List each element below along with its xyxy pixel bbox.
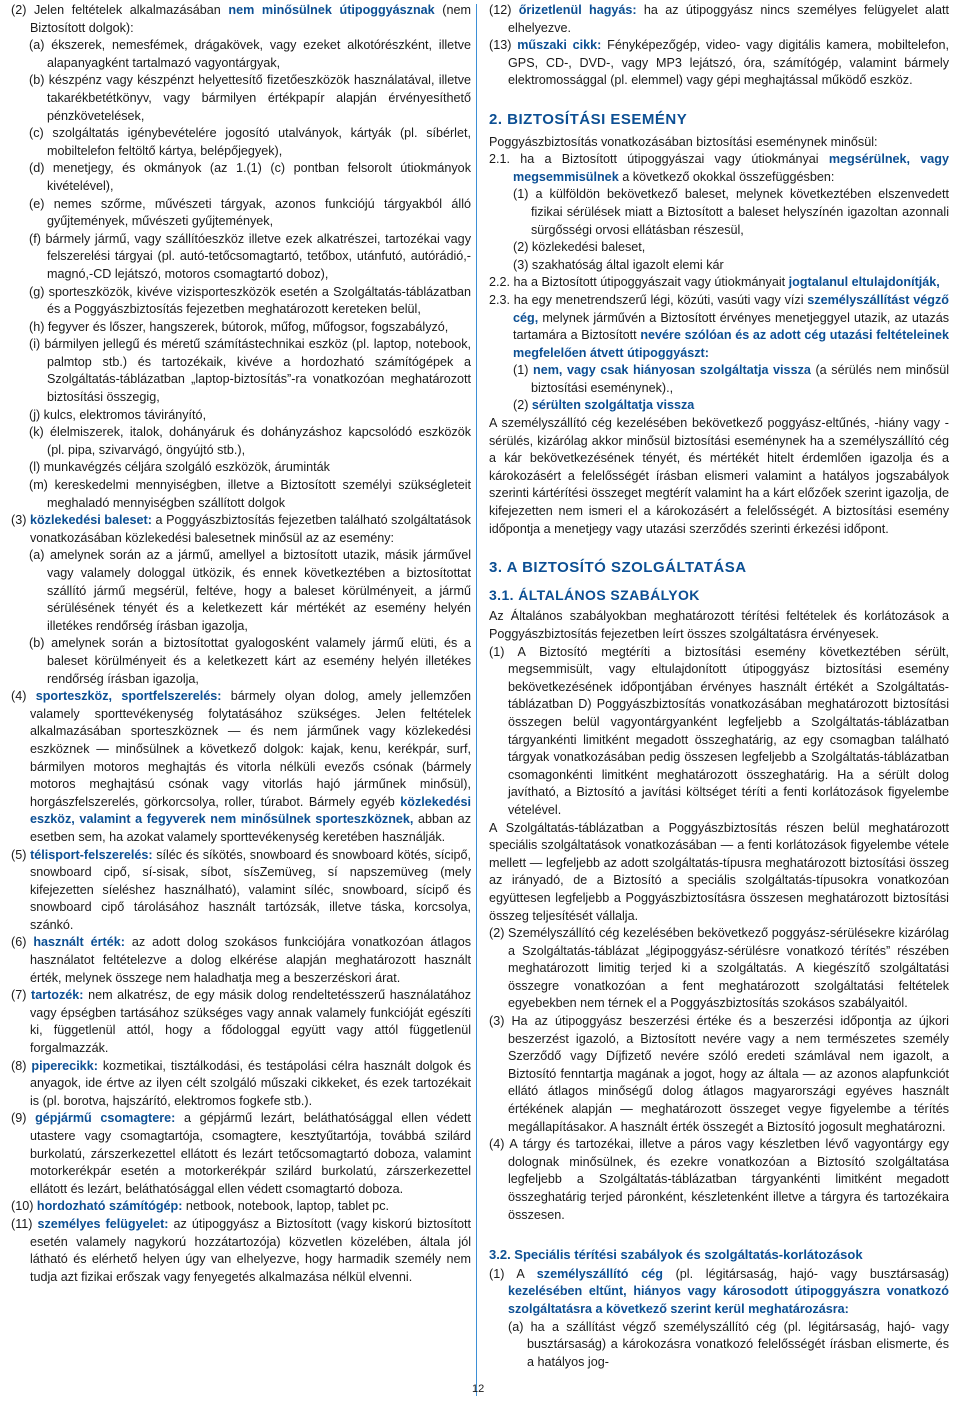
list-item: (1) A Biztosító megtéríti a biztosítási esemény következtében sérült, megsemmisült, vagy eltulajdonított útipoggyász biztosítási esemény bekövetkezésének időpontjában érvényes használt értékét a Szolgáltatás-táblázatban D) Poggyászbiztosítás vonatkozásában meghatározott biztosítási összegen belül vagyontárgyanként legfeljebb a Szolgáltatás-táblázatban tárgyankénti limitként megadott összeghatárig, az egy csomagban található tárgyak vonatkozásában pedig összesen legfeljebb a Szolgáltatás-táblázatban csomagonkénti limitként meghatározott összeghatárig. Ha a sérült dolog javítható, a Biztosító a javítási költséget téríti a fenti korlátozások figyelembe vételével. (489, 644, 949, 817)
left-column (11, 2, 471, 1286)
clause-2-2: 2.2. ha a Biztosított útipoggyászait vagy útiokmányait jogtalanul eltulajdonítják, (489, 275, 940, 290)
clause-2-1: 2.1. ha a Biztosított útipoggyászai vagy útiokmányai megsérülnek, vagy megsemmisülnek a következő okokkal összefüggésben: (489, 152, 949, 184)
list-item: (k) élelmiszerek, italok, dohányáruk és dohányzáshoz kapcsolódó eszközök (pl. pipa, szivarvágó, öngyújtó stb.), (29, 425, 471, 457)
list-item: (a) ékszerek, nemesfémek, drágakövek, vagy ezeket alkotórészként, illetve alapanyagként tartalmazó vagyontárgyak, (29, 38, 471, 70)
clause-2-3: 2.3. ha egy menetrendszerű légi, közúti, vasúti vagy vízi személyszállítást végző cég, melynek járművén a Biztosított érvényes menetjeggyel utazik, az utazás tartamára a Biztosított nevére szólóan és az adott cég utazási feltételeinek megfelelően átvett útipoggyászt: (489, 292, 949, 360)
column-divider (476, 4, 477, 1396)
definition-5: (5) télisport-felszerelés: síléc és síkötés, snowboard és snowboard kötés, sícipő, snowboard cipő, sí-sisak, síbot, sísZemüveg, sí napszemüveg (mely kifejezetten síeléshez használható), valamint síléc, snowboard, sícipő és snowboard cipő tárolásához használt tartózsák, illetve táska, korcsolya, szánkó. (11, 847, 471, 932)
list-item: (l) munkavégzés céljára szolgáló eszközök, áruminták (29, 460, 330, 475)
list-item: (g) sporteszközök, kivéve vizisporteszközök esetén a Szolgáltatás-táblázatban és a Poggyászbiztosítás fejezetben meghatározott kereteken belül, (29, 284, 471, 317)
list-item: (e) nemes szőrme, művészeti tárgyak, azonos funkciójú tárgyakból álló gyűjtemények, művészeti gyűjtemények, (29, 196, 471, 229)
list-item: (3) szakhatóság által igazolt elemi kár (513, 257, 724, 272)
definition-8: (8) piperecikk: kozmetikai, tisztálkodási, és testápolási célra használt dolgok és anyagok, ide értve az ilyen célt szolgáló műszaki cikkeket, és ezek tartozékait is (pl. borotva, hajszárító, elektromos fogkefe stb.). (11, 1058, 472, 1108)
list-item: (f) bármely jármű, vagy szállítóeszköz illetve ezek alkatrészei, tartozékai vagy felszerelési tárgyai (pl. autó-tetőcsomagtartó, tetőbox, utánfutó, autórádió,-magnó,-CD lejátszó, motoros csomagtartó doboz), (29, 231, 471, 281)
list-item: (1) a külföldön bekövetkező baleset, melynek következtében elszenvedett fizikai sérülések miatt a Biztosított a baleset helyszínén igazoltan azonnali sürgősségi orvosi ellátásban részesül, (513, 187, 949, 237)
definition-7: (7) tartozék: nem alkatrész, de egy másik dolog rendeltetésszerű használatához vagy épségben tartásához szükséges vagy annak valamely funkcióját egészíti ki, függetlenül attól, hogy a fődologgal együtt vagy attól függetlenül forgalmazzák. (11, 988, 471, 1056)
list-item: (c) szolgáltatás igénybevételére jogosító utalványok, kártyák (pl. síbérlet, mobiltelefon feltöltő kártya, belépőjegyek), (29, 126, 471, 158)
right-column (489, 2, 949, 1371)
definition-2: (2) Jelen feltételek alkalmazásában nem minősülnek útipoggyásznak (nem Biztosított dolgok): (11, 3, 471, 35)
paragraph: Az Általános szabályokban meghatározott térítési feltételek és korlátozások a Poggyászbiztosítás fejezetben leírt összes szolgáltatásra érvényesek. (489, 609, 949, 641)
list-item: (2) Személyszállító cég kezelésében bekövetkező poggyász-sérülésekre kizárólag a Szolgáltatás-táblázat „légipoggyász-sérülésre vonatkozó térítés” részében meghatározott limitig terjed ki a szolgáltatás. A kiegészítő szolgáltatási összegre vonatkozóan a fent meghatározott szolgáltatási feltételek egyebekben nem térnek el a Poggyászbiztosítás szokásos szabályaitól. (489, 926, 949, 1011)
definition-3: (3) közlekedési baleset: a Poggyászbiztosítás fejezetben található szolgáltatások vonatkozásában közlekedési balesetnek minősül az az esemény: (11, 513, 471, 545)
list-item: (3) Ha az útipoggyász beszerzési értéke és a beszerzési időpontja az újkori beszerzést igazoló, a Biztosított nevére vagy a nem természetes személy Szerződő vagy Díjfizető nevére szóló eredeti számlával nem igazolt, a Biztosító fenntartja magának a jogot, hogy az általa — az azonos alapfunkciót ellátó átlagos minőségű dolog átlagos magyarországi egyéves használt értékének alapján — meghatározott összeget vegye figyelembe a térítés megállapításakor. A használt érték összegét a Biztosító jogosult meghatározni. (489, 1014, 949, 1134)
definition-13: (13) műszaki cikk: Fényképezőgép, video- vagy digitális kamera, mobiltelefon, GPS, CD-, DVD-, vagy MP3 lejátszó, óra, számítógép, valamint bármely elektromossággal (pl. elemmel) vagy gépi meghajtással működő eszköz. (489, 38, 949, 88)
definition-6: (6) használt érték: az adott dolog szokásos funkciójára vonatkozóan átlagos használatot feltételezve a dolog elkérése alapján meghatározott használt érték, melynek összege nem haladhatja meg a beszerzéskori árat. (11, 935, 472, 985)
list-item: (a) ha a szállítást végző személyszállító cég (pl. légitársaság, hajó- vagy busztársaság) a károkozásra vonatkozó felelősségét írásban elismerte, és a hatályos jog- (508, 1319, 949, 1369)
list-item: (i) bármilyen jellegű és méretű számítástechnikai eszköz (pl. laptop, notebook, palmtop stb.) és tartozékaik, kivéve a hordozható számítógépek a Szolgáltatás-táblázatban „laptop-biztosítás”-ra vonatkozóan meghatározott biztosítási összegig, (29, 337, 471, 405)
section-intro: Poggyászbiztosítás vonatkozásában biztosítási eseménynek minősül: (489, 134, 878, 149)
list-item: (d) menetjegy, és okmányok (az 1.(1) (c) pontban felsorolt útiokmányok kivételével), (29, 161, 471, 193)
definition-10: (10) hordozható számítógép: netbook, notebook, laptop, tablet pc. (11, 1199, 389, 1214)
list-item: (m) kereskedelmi mennyiségben, illetve a Biztosított személyi szükségleteit meghaladó mennyiségben szállított dolgok (29, 478, 471, 510)
definition-11: (11) személyes felügyelet: az útipoggyász a Biztosított (vagy kiskorú biztosított esetén valamely nagykorú hozzátartozója) közvetlen közelében, általa jól látható és elérhető helyen úgy van elhelyezve, hogy harmadik személy nem tudja azt fizikai erőszak vagy fenyegetés alkalmazása nélkül elvenni. (11, 1216, 471, 1284)
page-number: 12 (472, 1383, 485, 1395)
list-item: (1) nem, vagy csak hiányosan szolgáltatja vissza (a sérülés nem minősül biztosítási eseménynek)., (513, 363, 950, 395)
definition-12: (12) őrizetlenül hagyás: ha az útipoggyász nincs személyes felügyelet alatt elhelyezve. (489, 3, 949, 35)
list-item: (a) amelynek során az a jármű, amellyel a biztosított utazik, másik járművel vagy valamely dologgal ütközik, és ennek következtében a biztosítottat szállító jármű megsérül, feltéve, hogy a baleset körülményeit, a jármű sérülésének tényét és a keletkezett kár mértékét az esemény helyén illetékes rendőrség írásban igazolja, (29, 548, 471, 633)
list-item: (4) A tárgy és tartozékai, illetve a páros vagy készletben lévő vagyontárgy egy dolognak minősülnek, és ezekre vonatkozóan a Biztosító szolgáltatása legfeljebb a Szolgáltatás-táblázatban tárgyankénti limitként megadott összeghatárig terjed páronként, készletenként illetve a tárgyra és tartozékaira összesen. (489, 1137, 949, 1222)
section-heading-3: 3. A BIZTOSÍTÓ SZOLGÁLTATÁSA (489, 559, 747, 577)
list-item: (1) A személyszállító cég (pl. légitársaság, hajó- vagy busztársaság) kezelésében eltűnt, hiányos vagy károsodott útipoggyászra vonatkozó szolgáltatásra a következő szerint kerül meghatározásra: (489, 1266, 949, 1316)
section-heading-2: 2. BIZTOSÍTÁSI ESEMÉNY (489, 110, 688, 128)
subsection-heading-3-2: 3.2. Speciális térítési szabályok és szolgáltatás-korlátozások (489, 1247, 863, 1263)
term-not-luggage: nem minősülnek útipoggyásznak (228, 3, 435, 17)
subsection-heading-3-1: 3.1. ÁLTALÁNOS SZABÁLYOK (489, 586, 700, 603)
paragraph: A Szolgáltatás-táblázatban a Poggyászbiztosítás részen belül meghatározott speciális szolgáltatások vonatkozásában — a fenti korlátozások figyelembe vétele mellett — legfeljebb az adott szolgáltatás-típusra meghatározott biztosítási összeg az irányadó, de a Biztosító a speciális szolgáltatás-típusokra vonatkozóan együttesen legfeljebb a Poggyászbiztosításra összesen meghatározott biztosítási összeg teljesítését vállalja. (489, 820, 949, 923)
paragraph: A személyszállító cég kezelésében bekövetkező poggyász-eltűnés, -hiány vagy -sérülés, kizárólag akkor minősül biztosítási eseménynek ha a személyszállító cég a kár bekövetkezésének tényét, és mértékét hitelt érdemlően igazolja és a károkozásért a felelősségét írásban elismeri valamint a hatályos jogszabályok szerinti kártérítési összeget megtérít valamint ha a kárt előzőek szerint igazolja, de kifejezetten nem ismeri el a károkozásért a felelősségét. A biztosítási esemény időpontja a menetjegy vagy utazási szerződés szerinti érkezési időpont. (489, 416, 949, 536)
list-item: (j) kulcs, elektromos távirányító, (29, 407, 207, 422)
list-item: (b) készpénz vagy készpénzt helyettesítő fizetőeszközök használatával, illetve takarékbetétkönyv, vagy bármilyen értékpapír alapján érvényesíthető pénzkövetelések, (29, 73, 471, 123)
definition-9: (9) gépjármű csomagtere: a gépjármű lezárt, beláthatósággal ellen védett utastere vagy csomagtartója, csomagtere, kesztyűtartója, továbbá szilárd burkolatú, zárszerkezettel ellátott és lezárt tetőcsomagtartó doboza, valamint motorkerékpár esetén a motorkerékpár szilárd burkolatú, zárszerkezettel ellátott és lezárt, beláthatósággal ellen védett csomagtartó doboza. (11, 1111, 471, 1196)
list-item: (2) közlekedési baleset, (513, 240, 646, 255)
definition-4: (4) sporteszköz, sportfelszerelés: bármely olyan dolog, amely jellemzően valamely sporttevékenység folytatásához szükséges. Jelen feltételek alkalmazásában sporteszköznek — és nem járműnek vagy közlekedési eszköznek — minősülnek a következő dolgok: kajak, kenu, kerékpár, surf, bármilyen motoros meghajtás és vitorla nélküli evezős csónak (bármely motoros meghajtású csónak vagy vitorlás hajó járműnek minősül), horgászfelszerelés, görkorcsolya, roller, túrabot. Bármely egyéb közlekedési eszköz, valamint a fegyverek nem minősülnek sporteszköznek, abban az esetben sem, ha azokat valamely sporttevékenység keretében használják. (11, 689, 472, 844)
list-item: (b) amelynek során a biztosítottat gyalogosként valamely jármű elüti, és a baleset körülményeit és a keletkezett kárt az esemény helyén illetékes rendőrség írásban igazolja, (29, 636, 471, 686)
list-item: (2) sérülten szolgáltatja vissza (513, 398, 695, 413)
list-item: (h) fegyver és lőszer, hangszerek, bútorok, műfog, műfogsor, fogszabályzó, (29, 319, 449, 334)
